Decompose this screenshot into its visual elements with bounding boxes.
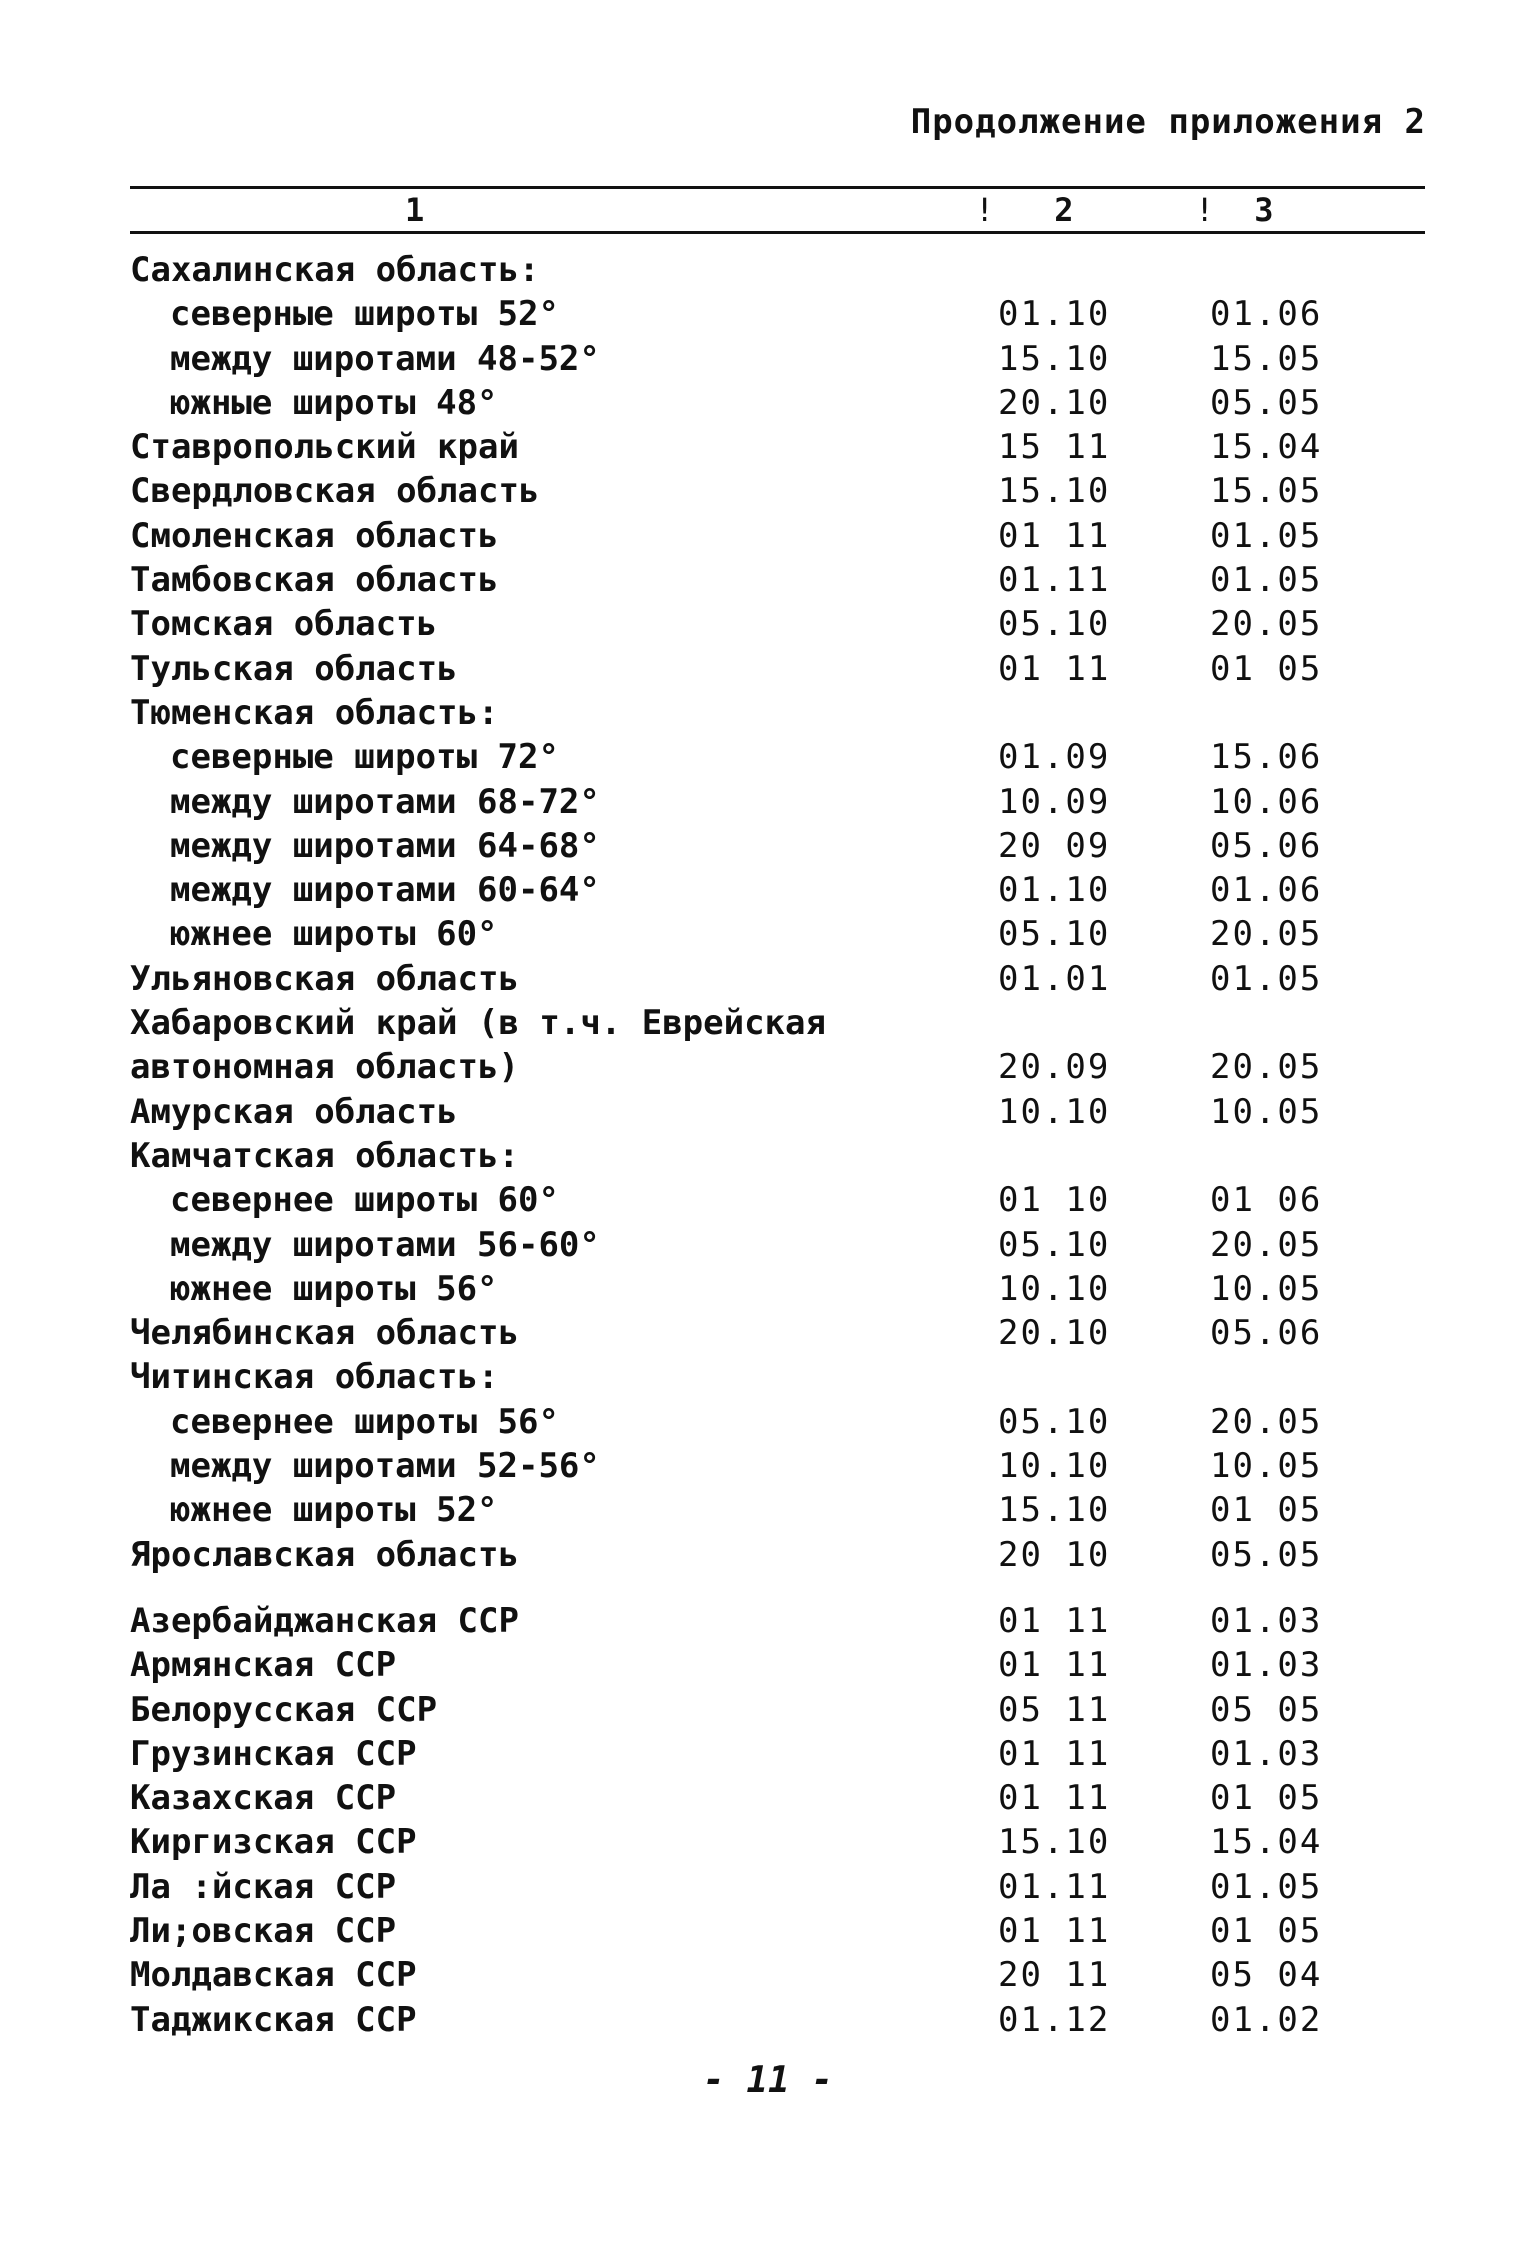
region-name: Свердловская область [130,471,540,512]
region-name: южнее широты 52° [170,1490,498,1531]
start-date: 01.10 [998,294,1111,335]
table-row [130,1776,1425,1820]
region-name: Тульская область [130,648,458,689]
table-row [130,1400,1425,1444]
start-date: 15.10 [998,1490,1111,1531]
end-date: 10.06 [1210,781,1323,822]
region-name: южнее широты 56° [170,1268,498,1309]
table-row [130,1488,1425,1532]
table-row [130,647,1425,691]
region-name: автономная область) [130,1047,519,1088]
table-row [130,1953,1425,1997]
end-date: 01.02 [1210,1999,1323,2040]
table-row [130,868,1425,912]
table-row [130,248,1425,292]
end-date: 10.05 [1210,1091,1323,1132]
column-header-2 [975,192,1074,228]
table-row [130,1178,1425,1222]
table-row [130,691,1425,735]
end-date: 15.05 [1210,471,1323,512]
region-name: между широтами 68-72° [170,781,600,822]
end-date: 01 06 [1210,1180,1323,1221]
region-name: Амурская область [130,1091,458,1132]
region-name: севернее широты 56° [170,1401,559,1442]
table-row [130,780,1425,824]
end-date: 01 05 [1210,648,1323,689]
table-row [130,1533,1425,1577]
table-row [130,1599,1425,1643]
table-row [130,957,1425,1001]
region-name: Казахская ССР [130,1778,397,1819]
table-row [130,1090,1425,1134]
end-date: 20.05 [1210,1047,1323,1088]
end-date: 01.06 [1210,870,1323,911]
start-date: 01.11 [998,560,1111,601]
end-date: 05 04 [1210,1955,1323,1996]
end-date: 10.05 [1210,1446,1323,1487]
column-separator: ! [1195,191,1215,229]
end-date: 01.03 [1210,1645,1323,1686]
table-row [130,735,1425,779]
end-date: 01 05 [1210,1778,1323,1819]
column-separator: ! [975,191,995,229]
table-row [130,602,1425,646]
end-date: 05 05 [1210,1689,1323,1730]
table-row [130,514,1425,558]
table-row [130,1688,1425,1732]
start-date: 01.10 [998,870,1111,911]
end-date: 15.06 [1210,737,1323,778]
end-date: 10.05 [1210,1268,1323,1309]
region-name: северные широты 52° [170,294,559,335]
page-number: - 11 - [702,2060,834,2101]
table-body [130,248,1425,2042]
region-name: Белорусская ССР [130,1689,438,1730]
column-header-3-label: 3 [1254,191,1274,229]
table-header-rule [130,231,1425,234]
end-date: 05.06 [1210,825,1323,866]
end-date: 01.05 [1210,958,1323,999]
start-date: 01 11 [998,1910,1111,1951]
end-date: 15.05 [1210,338,1323,379]
table-row [130,1134,1425,1178]
end-date: 05.06 [1210,1313,1323,1354]
region-name: между широтами 60-64° [170,870,600,911]
table-row [130,1820,1425,1864]
end-date: 01.06 [1210,294,1323,335]
end-date: 01 05 [1210,1910,1323,1951]
start-date: 15.10 [998,1822,1111,1863]
start-date: 20 11 [998,1955,1111,1996]
region-name: Томская область [130,604,438,645]
end-date: 20.05 [1210,1401,1323,1442]
region-name: Молдавская ССР [130,1955,417,1996]
start-date: 05.10 [998,1401,1111,1442]
end-date: 20.05 [1210,1224,1323,1265]
region-name: Азербайджанская ССР [130,1600,519,1641]
table-row [130,1909,1425,1953]
region-name: между широтами 48-52° [170,338,600,379]
region-name: Ульяновская область [130,958,519,999]
region-name: Челябинская область [130,1313,519,1354]
table-row [130,469,1425,513]
start-date: 01 11 [998,1645,1111,1686]
table-row [130,1001,1425,1045]
region-name: Грузинская ССР [130,1733,417,1774]
table-row [130,1444,1425,1488]
table-row [130,1311,1425,1355]
region-name: северные широты 72° [170,737,559,778]
start-date: 01.09 [998,737,1111,778]
end-date: 01.05 [1210,515,1323,556]
start-date: 15 11 [998,427,1111,468]
table-row [130,1223,1425,1267]
start-date: 05.10 [998,604,1111,645]
start-date: 01 11 [998,1733,1111,1774]
region-name: Ла :йская ССР [130,1866,397,1907]
region-name: южнее широты 60° [170,914,498,955]
region-name: между широтами 56-60° [170,1224,600,1265]
region-name: Ярославская область [130,1534,519,1575]
start-date: 20.09 [998,1047,1111,1088]
start-date: 05.10 [998,1224,1111,1265]
start-date: 10.10 [998,1091,1111,1132]
table-row [130,912,1425,956]
start-date: 01 11 [998,515,1111,556]
end-date: 01.05 [1210,560,1323,601]
region-name: Читинская область: [130,1357,499,1398]
region-name: Ли;овская ССР [130,1910,397,1951]
table-row [130,1045,1425,1089]
column-header-1: 1 [405,191,425,229]
table-row [130,337,1425,381]
region-name: южные широты 48° [170,382,498,423]
region-name: между широтами 52-56° [170,1446,600,1487]
region-name: Смоленская область [130,515,499,556]
end-date: 01 05 [1210,1490,1323,1531]
table-row [130,558,1425,602]
end-date: 15.04 [1210,427,1323,468]
start-date: 05 11 [998,1689,1111,1730]
table-row [130,1355,1425,1399]
region-name: Тюменская область: [130,692,499,733]
table-row [130,381,1425,425]
start-date: 01.01 [998,958,1111,999]
start-date: 01 11 [998,648,1111,689]
start-date: 05.10 [998,914,1111,955]
end-date: 01.03 [1210,1600,1323,1641]
start-date: 15.10 [998,338,1111,379]
end-date: 01.05 [1210,1866,1323,1907]
table-row [130,1865,1425,1909]
end-date: 05.05 [1210,382,1323,423]
start-date: 20 09 [998,825,1111,866]
column-header-3 [1195,192,1274,228]
table-row [130,1732,1425,1776]
table-row [130,1267,1425,1311]
start-date: 15.10 [998,471,1111,512]
start-date: 01.11 [998,1866,1111,1907]
region-name: Таджикская ССР [130,1999,417,2040]
region-name: между широтами 64-68° [170,825,600,866]
start-date: 10.09 [998,781,1111,822]
region-name: Хабаровский край (в т.ч. Еврейская [130,1003,826,1044]
end-date: 01.03 [1210,1733,1323,1774]
table-row [130,292,1425,336]
table-row [130,1998,1425,2042]
start-date: 01 11 [998,1778,1111,1819]
table-row [130,1643,1425,1687]
start-date: 20.10 [998,382,1111,423]
end-date: 20.05 [1210,604,1323,645]
start-date: 01 11 [998,1600,1111,1641]
start-date: 10.10 [998,1268,1111,1309]
table-row [130,824,1425,868]
region-name: Сахалинская область: [130,250,540,290]
region-name: Тамбовская область [130,560,499,601]
table-row [130,425,1425,469]
region-name: Ставропольский край [130,427,519,468]
region-name: севернее широты 60° [170,1180,559,1221]
region-name: Камчатская область: [130,1135,519,1176]
start-date: 20 10 [998,1534,1111,1575]
end-date: 05.05 [1210,1534,1323,1575]
end-date: 15.04 [1210,1822,1323,1863]
end-date: 20.05 [1210,914,1323,955]
column-header-2-label: 2 [1054,191,1074,229]
page-header: Продолжение приложения 2 [910,102,1426,142]
table-top-rule [130,186,1425,189]
start-date: 10.10 [998,1446,1111,1487]
start-date: 01 10 [998,1180,1111,1221]
region-name: Киргизская ССР [130,1822,417,1863]
start-date: 01.12 [998,1999,1111,2040]
start-date: 20.10 [998,1313,1111,1354]
region-name: Армянская ССР [130,1645,397,1686]
